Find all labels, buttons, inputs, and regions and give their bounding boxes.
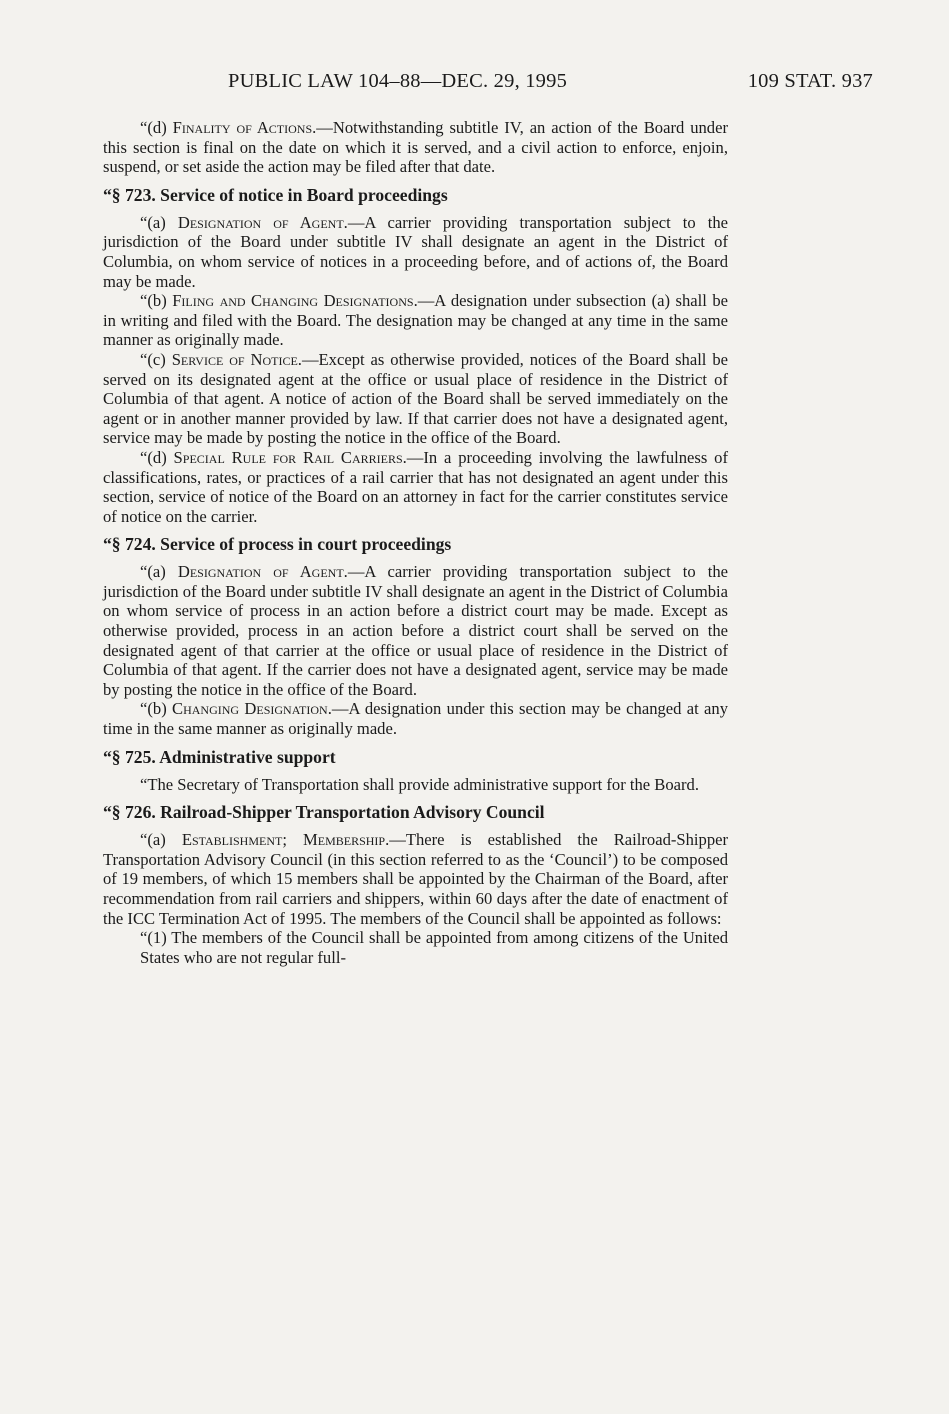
paragraph-723-a [103, 213, 728, 291]
paragraph-lead: “(d) [140, 118, 173, 137]
paragraph-724-b [103, 699, 728, 738]
paragraph-heading: Establishment; Membership [181, 830, 386, 850]
paragraph-723-c [103, 350, 728, 448]
paragraph-heading: Finality of Actions [172, 118, 313, 137]
paragraph-lead: “(c) [140, 349, 172, 369]
paragraph-text: .—A carrier providing transportation subject to the jurisdiction of the Board under subtitle IV shall designate an agent in the District of Columbia, on whom service of notices in a proceeding before, and of actions of, the Board may be made. [103, 212, 728, 291]
paragraph-lead: “(a) [140, 562, 178, 582]
section-726-heading: “§ 726. Railroad-Shipper Transportation Advisory Council [103, 802, 545, 823]
document-body [103, 118, 728, 967]
paragraph-heading: Service of Notice [171, 349, 298, 369]
paragraph-heading: Changing Designation [172, 699, 328, 719]
section-724-heading: “§ 724. Service of process in court proceedings [103, 534, 452, 555]
paragraph-text: .—Notwithstanding subtitle IV, an action of the Board under this section is final on the date on which it is served, and a civil action to enforce, enjoin, suspend, or set aside the action may be filed after that date. [103, 118, 728, 177]
paragraph-text: .—In a proceeding involving the lawfulness of classifications, rates, or practices of a rail carrier that has not designated an agent under this section, service of notice of the Board on an attorney in fact for the carrier constitutes service of notice on the carrier. [103, 447, 728, 526]
paragraph-text: .—Except as otherwise provided, notices of the Board shall be served on its designated agent at the office or usual place of residence in the District of Columbia of that agent. A notice of action of the Board shall be served immediately on the agent or in another manner provided by law. If that carrier does not have a designated agent, service may be made by posting the notice in the office of the Board. [103, 349, 728, 448]
paragraph-723-d [103, 448, 728, 526]
section-725-heading: “§ 725. Administrative support [103, 746, 336, 767]
paragraph-finality-of-actions [103, 118, 728, 177]
paragraph-text: .—There is established the Railroad-Shipper Transportation Advisory Council (in this section referred to as the ‘Council’) to be composed of 19 members, of which 15 members shall be appointed by the Chairman of the Board, after recommendation from rail carriers and shippers, within 60 days after the date of enactment of the ICC Termination Act of 1995. The members of the Council shall be appointed as follows: [103, 830, 729, 928]
paragraph-723-b [103, 291, 728, 350]
paragraph-724-a [103, 562, 728, 699]
paragraph-heading: Special Rule for Rail Carriers [173, 447, 403, 467]
header-page-ref: 109 STAT. 937 [747, 70, 873, 92]
paragraph-heading: Designation of Agent [177, 212, 344, 232]
paragraph-text: .—A carrier providing transportation subject to the jurisdiction of the Board under subtitle IV shall designate an agent in the District of Columbia on whom service of process in an action before a district court may be made. Except as otherwise provided, process in an action before a district court shall be served on the designated agent of that carrier at the office or usual place of residence in the District of Columbia of that agent. If the carrier does not have a designated agent, service may be made by posting the notice in the office of the Board. [103, 562, 728, 699]
paragraph-726-a-1: “(1) The members of the Council shall be appointed from among citizens of the United States who are not regular full- [140, 928, 728, 967]
paragraph-lead: “(b) [140, 699, 173, 719]
section-723-heading: “§ 723. Service of notice in Board proceedings [103, 184, 448, 205]
paragraph-lead: “(b) [140, 291, 173, 311]
paragraph-text: .—A designation under subsection (a) shall be in writing and filed with the Board. The designation may be changed at any time in the same manner as originally made. [103, 291, 728, 350]
paragraph-725: “The Secretary of Transportation shall provide administrative support for the Board. [140, 774, 699, 794]
header-title: PUBLIC LAW 104–88—DEC. 29, 1995 [228, 70, 568, 92]
paragraph-heading: Designation of Agent [177, 562, 344, 582]
paragraph-lead: “(d) [140, 447, 174, 467]
paragraph-lead: “(a) [140, 830, 182, 850]
paragraph-726-a [103, 830, 728, 928]
paragraph-heading: Filing and Changing Designations [172, 291, 414, 311]
paragraph-text: .—A designation under this section may be changed at any time in the same manner as originally made. [103, 699, 728, 739]
page-header [103, 70, 873, 100]
paragraph-lead: “(a) [140, 212, 178, 232]
